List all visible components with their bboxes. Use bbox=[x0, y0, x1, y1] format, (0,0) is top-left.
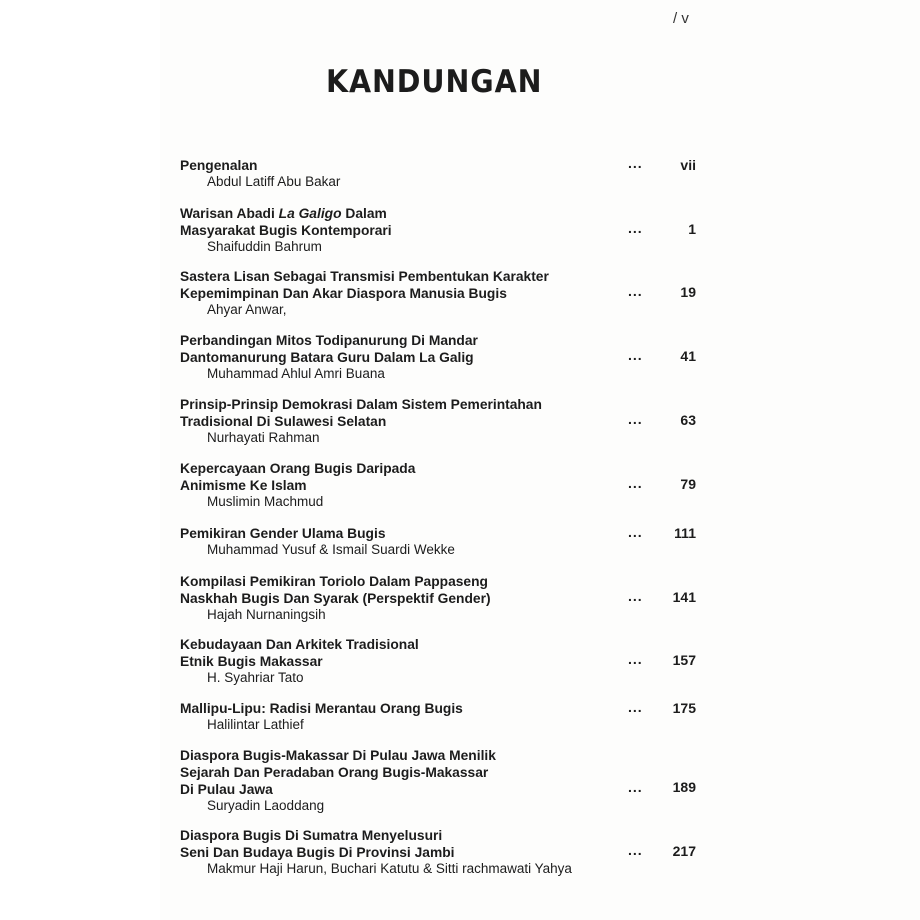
entry-title-line: Di Pulau Jawa bbox=[180, 782, 273, 797]
toc-entry bbox=[180, 396, 696, 446]
entry-title-line: Sastera Lisan Sebagai Transmisi Pembentukan Karakter bbox=[180, 269, 549, 284]
entry-page: 217 bbox=[672, 843, 696, 859]
entry-title-line: Seni Dan Budaya Bugis Di Provinsi Jambi bbox=[180, 845, 455, 860]
entry-page: 141 bbox=[672, 589, 696, 605]
entry-title-line: Kompilasi Pemikiran Toriolo Dalam Pappaseng bbox=[180, 574, 488, 589]
entry-page: 189 bbox=[672, 779, 696, 795]
toc-entry bbox=[180, 700, 696, 733]
toc-entry bbox=[180, 636, 696, 686]
entry-author: H. Syahriar Tato bbox=[207, 670, 304, 685]
entry-title-line: Pemikiran Gender Ulama Bugis bbox=[180, 526, 386, 541]
entry-page: 157 bbox=[672, 652, 696, 668]
dot-leader: ... bbox=[628, 588, 643, 604]
dot-leader: ... bbox=[628, 651, 643, 667]
toc-entry bbox=[180, 747, 696, 814]
entry-title-line: Diaspora Bugis-Makassar Di Pulau Jawa Menilik bbox=[180, 748, 496, 763]
dot-leader: ... bbox=[628, 524, 643, 540]
toc-entry bbox=[180, 157, 696, 190]
toc-entry bbox=[180, 460, 696, 510]
entry-author: Muslimin Machmud bbox=[207, 494, 324, 509]
entry-title-line: Prinsip-Prinsip Demokrasi Dalam Sistem Pemerintahan bbox=[180, 397, 542, 412]
book-page bbox=[160, 0, 920, 920]
entry-title-line: Perbandingan Mitos Todipanurung Di Mandar bbox=[180, 333, 478, 348]
toc-entry bbox=[180, 525, 696, 558]
entry-author: Muhammad Ahlul Amri Buana bbox=[207, 366, 385, 381]
entry-author: Muhammad Yusuf & Ismail Suardi Wekke bbox=[207, 542, 455, 557]
entry-author: Ahyar Anwar, bbox=[207, 302, 287, 317]
entry-title-line: Animisme Ke Islam bbox=[180, 478, 307, 493]
entry-title-line: Masyarakat Bugis Kontemporari bbox=[180, 223, 392, 238]
entry-author: Nurhayati Rahman bbox=[207, 430, 320, 445]
entry-title-italic: La Galigo bbox=[278, 206, 342, 221]
entry-page: 175 bbox=[672, 700, 696, 716]
entry-title-line: Pengenalan bbox=[180, 158, 258, 173]
dot-leader: ... bbox=[628, 779, 643, 795]
entry-title-line: Kepercayaan Orang Bugis Daripada bbox=[180, 461, 416, 476]
entry-page: 79 bbox=[680, 476, 696, 492]
entry-title-line: Sejarah Dan Peradaban Orang Bugis-Makassar bbox=[180, 765, 489, 780]
entry-author: Suryadin Laoddang bbox=[207, 798, 325, 813]
entry-author: Halilintar Lathief bbox=[207, 717, 304, 732]
entry-title-line: Tradisional Di Sulawesi Selatan bbox=[180, 414, 387, 429]
entry-author: Makmur Haji Harun, Buchari Katutu & Sitti rachmawati Yahya bbox=[207, 861, 572, 876]
entry-page: 1 bbox=[688, 221, 696, 237]
dot-leader: ... bbox=[628, 283, 643, 299]
entry-title-line: Diaspora Bugis Di Sumatra Menyelusuri bbox=[180, 828, 443, 843]
entry-title-line: Dantomanurung Batara Guru Dalam La Galig bbox=[180, 350, 474, 365]
dot-leader: ... bbox=[628, 411, 643, 427]
dot-leader: ... bbox=[628, 699, 643, 715]
toc-entry bbox=[180, 205, 696, 255]
entry-page: 63 bbox=[680, 412, 696, 428]
toc-entry bbox=[180, 573, 696, 623]
dot-leader: ... bbox=[628, 155, 643, 171]
toc-entry bbox=[180, 332, 696, 382]
entry-author: Shaifuddin Bahrum bbox=[207, 239, 322, 254]
entry-title-line: Warisan Abadi La Galigo Dalam bbox=[180, 206, 387, 221]
entry-author: Abdul Latiff Abu Bakar bbox=[207, 174, 341, 189]
entry-title-line: Kepemimpinan Dan Akar Diaspora Manusia Bugis bbox=[180, 286, 507, 301]
entry-title-line: Mallipu-Lipu: Radisi Merantau Orang Bugis bbox=[180, 701, 463, 716]
entry-title-line: Etnik Bugis Makassar bbox=[180, 654, 323, 669]
page-title: KANDUNGAN bbox=[326, 64, 543, 100]
toc-entry bbox=[180, 268, 696, 318]
entry-author: Hajah Nurnaningsih bbox=[207, 607, 326, 622]
entry-page: 41 bbox=[680, 348, 696, 364]
entry-page: vii bbox=[680, 157, 696, 173]
toc-entry bbox=[180, 827, 696, 877]
entry-title-line: Kebudayaan Dan Arkitek Tradisional bbox=[180, 637, 419, 652]
entry-title-line: Naskhah Bugis Dan Syarak (Perspektif Gender) bbox=[180, 591, 491, 606]
entry-page: 19 bbox=[680, 284, 696, 300]
entry-page: 111 bbox=[674, 525, 696, 541]
dot-leader: ... bbox=[628, 220, 643, 236]
dot-leader: ... bbox=[628, 347, 643, 363]
dot-leader: ... bbox=[628, 842, 643, 858]
dot-leader: ... bbox=[628, 475, 643, 491]
page-number: / v bbox=[673, 10, 689, 27]
